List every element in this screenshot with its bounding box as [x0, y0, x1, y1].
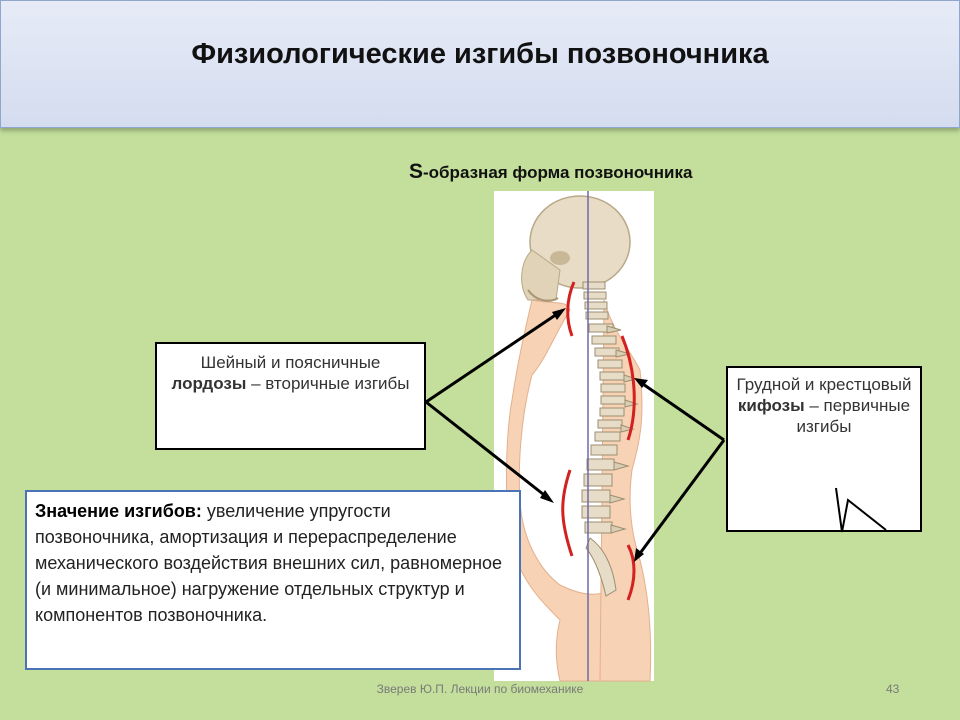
lordosis-term: лордозы [171, 374, 247, 393]
curvature-significance-box [25, 490, 521, 670]
footer-text: Зверев Ю.П. Лекции по биомеханике [376, 682, 584, 696]
lordosis-callout [155, 342, 426, 450]
page-number: 43 [886, 682, 900, 696]
subtitle-letter: S [409, 160, 424, 183]
slide-title: Физиологические изгибы позвоночника [191, 38, 769, 70]
kyphosis-rest: – первичные изгибы [796, 396, 911, 436]
lordosis-line1: Шейный и поясничные [200, 353, 381, 372]
subtitle-text: -образная форма позвоночника [423, 163, 693, 182]
significance-label: Значение изгибов: [35, 501, 202, 521]
kyphosis-term: кифозы [737, 396, 805, 415]
eye-socket [550, 251, 570, 265]
kyphosis-callout [726, 366, 922, 532]
lordosis-rest: – вторичные изгибы [246, 374, 410, 393]
kyphosis-line1: Грудной и крестцовый [736, 375, 912, 394]
significance-text: увеличение упругости позвоночника, амортизация и перераспределение механического воздействия внешних сил, равномерное (и минимальное) нагружение отдельных структур и компонентов позвоночника. [35, 501, 503, 625]
